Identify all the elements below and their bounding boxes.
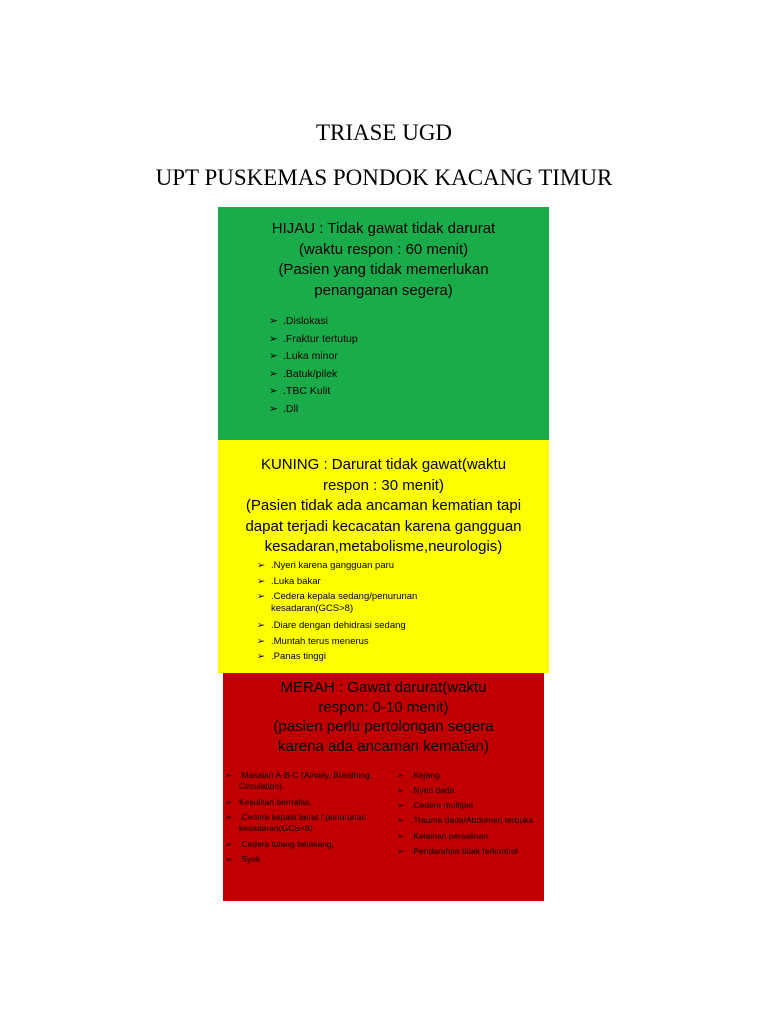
arrow-bullet-icon: ➢ (257, 620, 265, 631)
document-subtitle: UPT PUSKEMAS PONDOK KACANG TIMUR (155, 165, 613, 190)
list-item-text: .Luka minor (283, 350, 338, 362)
arrow-bullet-icon: ➢ (269, 367, 278, 380)
list-item (397, 783, 542, 798)
list-item (257, 558, 441, 574)
list-item (397, 829, 542, 844)
arrow-bullet-icon: ➢ (269, 350, 278, 362)
arrow-bullet-icon: ➢ (397, 815, 405, 825)
list-item-text: .Masalah A-B-C (Airway, Breathing, Circulation) (239, 770, 373, 791)
list-item-text: .Luka bakar (271, 575, 321, 587)
arrow-bullet-icon: ➢ (257, 560, 265, 571)
list-item-text: .Syok (239, 854, 261, 864)
list-item (257, 634, 441, 650)
list-item (269, 383, 358, 401)
arrow-bullet-icon: ➢ (257, 575, 265, 587)
arrow-bullet-icon: ➢ (257, 651, 265, 662)
list-item-text: .Kelainan persalinan (411, 831, 489, 841)
yellow-heading-line: respon : 30 menit) (323, 476, 444, 494)
list-item (257, 649, 441, 665)
arrow-bullet-icon: ➢ (225, 839, 233, 849)
list-item (225, 852, 400, 867)
list-item-text: .Nyeri karena gangguan paru (271, 560, 395, 571)
green-heading-line: (Pasien yang tidak memerlukan (278, 261, 489, 278)
list-item (397, 798, 542, 813)
arrow-bullet-icon: ➢ (225, 770, 233, 780)
list-item (269, 313, 358, 331)
list-item (397, 815, 536, 826)
list-item-text: .Muntah terus menerus (271, 635, 369, 647)
yellow-heading-line: KUNING : Darurat tidak gawat(waktu (260, 456, 507, 473)
arrow-bullet-icon: ➢ (269, 402, 278, 415)
document-title: TRIASE UGD (315, 120, 453, 145)
green-heading (218, 207, 549, 301)
arrow-bullet-icon: ➢ (225, 797, 233, 807)
green-heading-line: penanganan segera) (314, 281, 453, 299)
list-item-text: .Dll (283, 402, 299, 415)
arrow-bullet-icon: ➢ (257, 635, 265, 647)
list-item (257, 618, 441, 634)
list-item (257, 591, 441, 615)
green-heading-line: (waktu respon : 60 menit) (298, 240, 469, 258)
arrow-bullet-icon: ➢ (397, 800, 405, 810)
arrow-bullet-icon: ➢ (269, 315, 278, 327)
arrow-bullet-icon: ➢ (397, 846, 405, 856)
green-heading-line: HIJAU : Tidak gawat tidak darurat (271, 220, 496, 237)
arrow-bullet-icon: ➢ (269, 385, 278, 397)
list-item-text: .Cedera tulang belakang, (239, 839, 334, 849)
green-items-list (269, 313, 358, 418)
list-item-text: .Dislokasi (283, 315, 328, 327)
list-item (225, 795, 400, 810)
yellow-heading-line: kesadaran,metabolisme,neurologis) (264, 538, 503, 555)
list-item-text: .Trauma dada/Abdomen terbuka (411, 815, 534, 825)
list-item (397, 768, 542, 783)
arrow-bullet-icon: ➢ (257, 591, 265, 602)
yellow-triage-box (218, 440, 549, 673)
list-item (269, 401, 358, 419)
list-item (397, 844, 542, 859)
yellow-heading (218, 440, 549, 558)
red-items-list-left (225, 768, 400, 867)
arrow-bullet-icon: ➢ (225, 854, 233, 864)
red-heading-line: karena ada ancaman kematian) (278, 737, 489, 755)
list-item (269, 366, 358, 384)
green-triage-box (218, 207, 549, 440)
list-item-text: .Batuk/pilek (283, 367, 338, 380)
arrow-bullet-icon: ➢ (397, 785, 405, 795)
list-item (269, 348, 358, 366)
red-heading-line: respon: 0-10 menit) (318, 698, 449, 716)
list-item-text: .Panas tinggi (271, 651, 326, 662)
yellow-items-list (257, 558, 441, 665)
list-item-text: .Cedera kepala berat / penurunan kesadaran(GCS<8) (239, 812, 367, 833)
arrow-bullet-icon: ➢ (269, 332, 278, 345)
list-item-text: .Pendarahan tidak terkontrol (411, 846, 518, 856)
list-item-text: .Kejang (411, 770, 440, 780)
red-items-list-right (397, 768, 542, 859)
list-item-text: .TBC Kulit (283, 385, 331, 397)
list-item (225, 770, 389, 792)
red-heading-line: MERAH : Gawat darurat(waktu (280, 679, 487, 696)
list-item-text: Kesulitan bernafas, (239, 797, 312, 807)
list-item (225, 837, 400, 852)
list-item-text: .Diare dengan dehidrasi sedang (271, 620, 406, 631)
arrow-bullet-icon: ➢ (397, 770, 405, 780)
list-item-text: .Fraktur tertutup (283, 332, 358, 345)
red-heading (223, 673, 544, 756)
yellow-heading-line: (Pasien tidak ada ancaman kematian tapi (245, 497, 522, 514)
arrow-bullet-icon: ➢ (397, 831, 405, 841)
list-item (257, 574, 441, 590)
yellow-heading-line: dapat terjadi kecacatan karena gangguan (245, 517, 522, 535)
arrow-bullet-icon: ➢ (225, 812, 233, 822)
red-triage-box (223, 673, 544, 901)
list-item-text: .Cedera kepala sedang/penurunan kesadaran(GCS>8) (271, 591, 418, 614)
list-item (225, 812, 407, 834)
red-heading-line: (pasien perlu pertolongan segera (273, 718, 494, 735)
list-item-text: .Nyeri dada (411, 785, 455, 795)
list-item-text: .Cedera multipel (411, 800, 473, 810)
list-item (269, 331, 358, 349)
